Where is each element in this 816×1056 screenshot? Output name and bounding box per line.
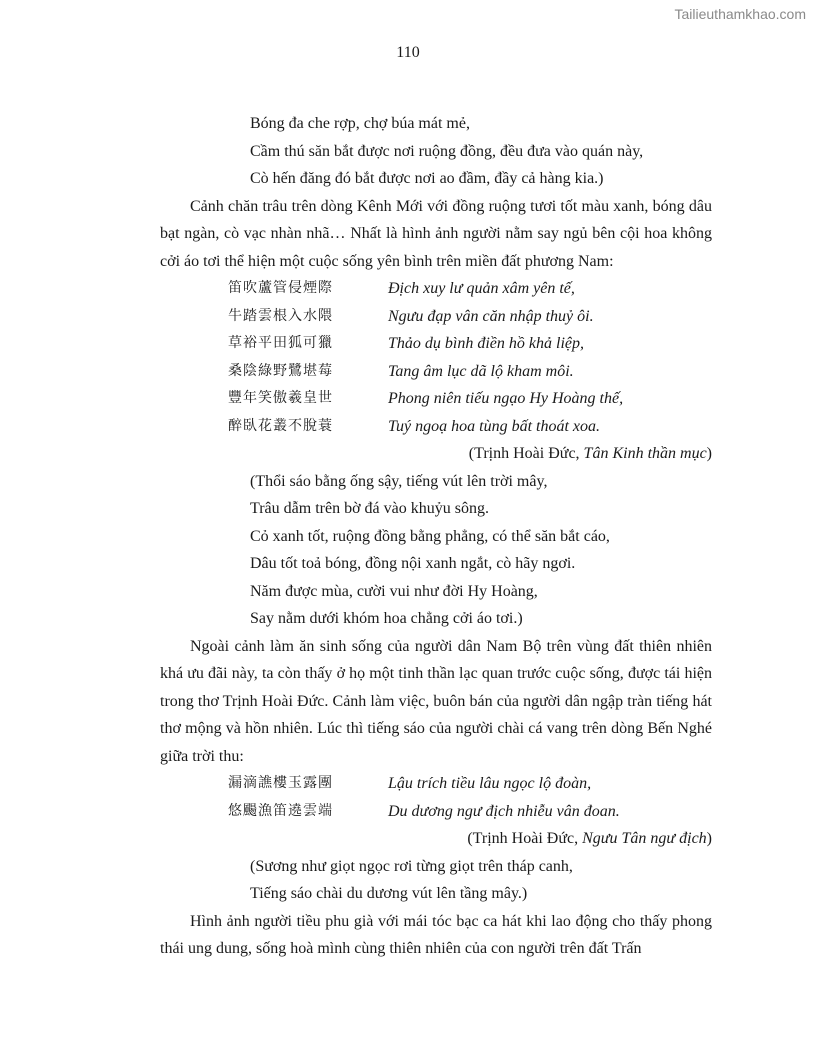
verse-line: Cò hến đăng đó bắt được nơi ao đầm, đầy cả hàng kia.) <box>250 170 604 187</box>
page-number: 110 <box>396 44 420 61</box>
han-verse: 漏滴譙樓玉露團 <box>228 775 333 791</box>
verse-line: Cầm thú săn bắt được nơi ruộng đồng, đều đưa vào quán này, <box>250 142 644 160</box>
verse-line: Năm được mùa, cười vui như đời Hy Hoàng, <box>250 582 538 600</box>
verse-line: (Sương như giọt ngọc rơi từng giọt trên tháp canh, <box>250 857 573 875</box>
poem-row <box>160 330 712 358</box>
transliteration-verse: Du dương ngư địch nhiễu vân đoan. <box>388 802 620 820</box>
citation-work: Ngưu Tân ngư địch <box>582 830 707 847</box>
translation-block <box>160 853 712 908</box>
paragraph: Cảnh chăn trâu trên dòng Kênh Mới với đồng ruộng tươi tốt màu xanh, bóng dâu bạt ngàn, cò vạc nhàn nhã… Nhất là hình ảnh người nằm say ngủ bên cội hoa không cởi áo tơi thể hiện một cuộc sống yên bình trên miền đất phương Nam: <box>160 197 712 270</box>
transliteration-verse: Địch xuy lư quản xâm yên tế, <box>388 280 575 297</box>
verse-line: Dâu tốt toả bóng, đồng nội xanh ngắt, cò hãy ngơi. <box>250 555 576 572</box>
citation-work: Tân Kinh thần mục <box>583 445 707 462</box>
paragraph: Ngoài cảnh làm ăn sinh sống của người dân Nam Bộ trên vùng đất thiên nhiên khá ưu đãi này, ta còn thấy ở họ một tinh thần lạc quan trước cuộc sống, được tái hiện trong thơ Trịnh Hoài Đức. Cảnh làm việc, buôn bán của người dân ngập tràn tiếng hát thơ mộng và hồn nhiên. Lúc thì tiếng sáo của người chài cá vang trên dòng Bến Nghé giữa trời thu: <box>160 637 712 765</box>
citation-author: (Trịnh Hoài Đức, <box>467 830 583 847</box>
transliteration-verse: Thảo dụ bình điền hồ khả liệp, <box>388 335 584 352</box>
transliteration-verse: Lậu trích tiều lâu ngọc lộ đoàn, <box>388 775 592 792</box>
citation-close: ) <box>706 830 712 847</box>
poem-row <box>160 798 712 826</box>
citation <box>160 825 712 853</box>
document-body <box>160 110 712 963</box>
verse-line: Trâu dẫm trên bờ đá vào khuỷu sông. <box>250 500 489 517</box>
poem-row <box>160 385 712 413</box>
citation-close: ) <box>706 445 712 462</box>
poem-row <box>160 413 712 441</box>
poem-row <box>160 770 712 798</box>
paragraph: Hình ảnh người tiều phu già với mái tóc bạc ca hát khi lao động cho thấy phong thái ung dung, sống hoà mình cùng thiên nhiên của con người trên đất Trấn <box>160 912 712 957</box>
transliteration-verse: Phong niên tiếu ngạo Hy Hoàng thế, <box>388 390 624 407</box>
han-verse: 悠颺漁笛遶雲端 <box>228 802 333 819</box>
transliteration-verse: Ngưu đạp vân căn nhập thuỷ ôi. <box>388 307 594 325</box>
poem-row <box>160 275 712 303</box>
poem-block <box>160 770 712 825</box>
citation <box>160 440 712 468</box>
verse-line: Bóng đa che rợp, chợ búa mát mẻ, <box>250 115 470 132</box>
poem-row <box>160 303 712 331</box>
han-verse: 牛踏雲根入水隈 <box>228 307 333 324</box>
verse-line: Cỏ xanh tốt, ruộng đồng bằng phẳng, có thể săn bắt cáo, <box>250 527 610 545</box>
watermark: Tailieuthamkhao.com <box>674 6 806 22</box>
verse-top <box>160 110 712 193</box>
verse-line: Say nằm dưới khóm hoa chẳng cởi áo tơi.) <box>250 610 523 627</box>
transliteration-verse: Tang âm lục dã lộ kham môi. <box>388 362 574 380</box>
poem-block <box>160 275 712 440</box>
han-verse: 桑陰綠野鷺堪莓 <box>228 362 333 379</box>
han-verse: 笛吹蘆管侵煙際 <box>228 280 333 296</box>
han-verse: 豐年笑傲羲皇世 <box>228 390 333 406</box>
poem-row <box>160 358 712 386</box>
transliteration-verse: Tuý ngoạ hoa tùng bất thoát xoa. <box>388 417 600 435</box>
han-verse: 醉臥花叢不脫蓑 <box>228 417 333 434</box>
han-verse: 草裕平田狐可獵 <box>228 335 333 351</box>
translation-block <box>160 468 712 633</box>
citation-author: (Trịnh Hoài Đức, <box>468 445 584 462</box>
verse-line: (Thổi sáo bằng ống sậy, tiếng vút lên trời mây, <box>250 472 548 490</box>
verse-line: Tiếng sáo chài du dương vút lên tầng mây.) <box>250 885 528 902</box>
